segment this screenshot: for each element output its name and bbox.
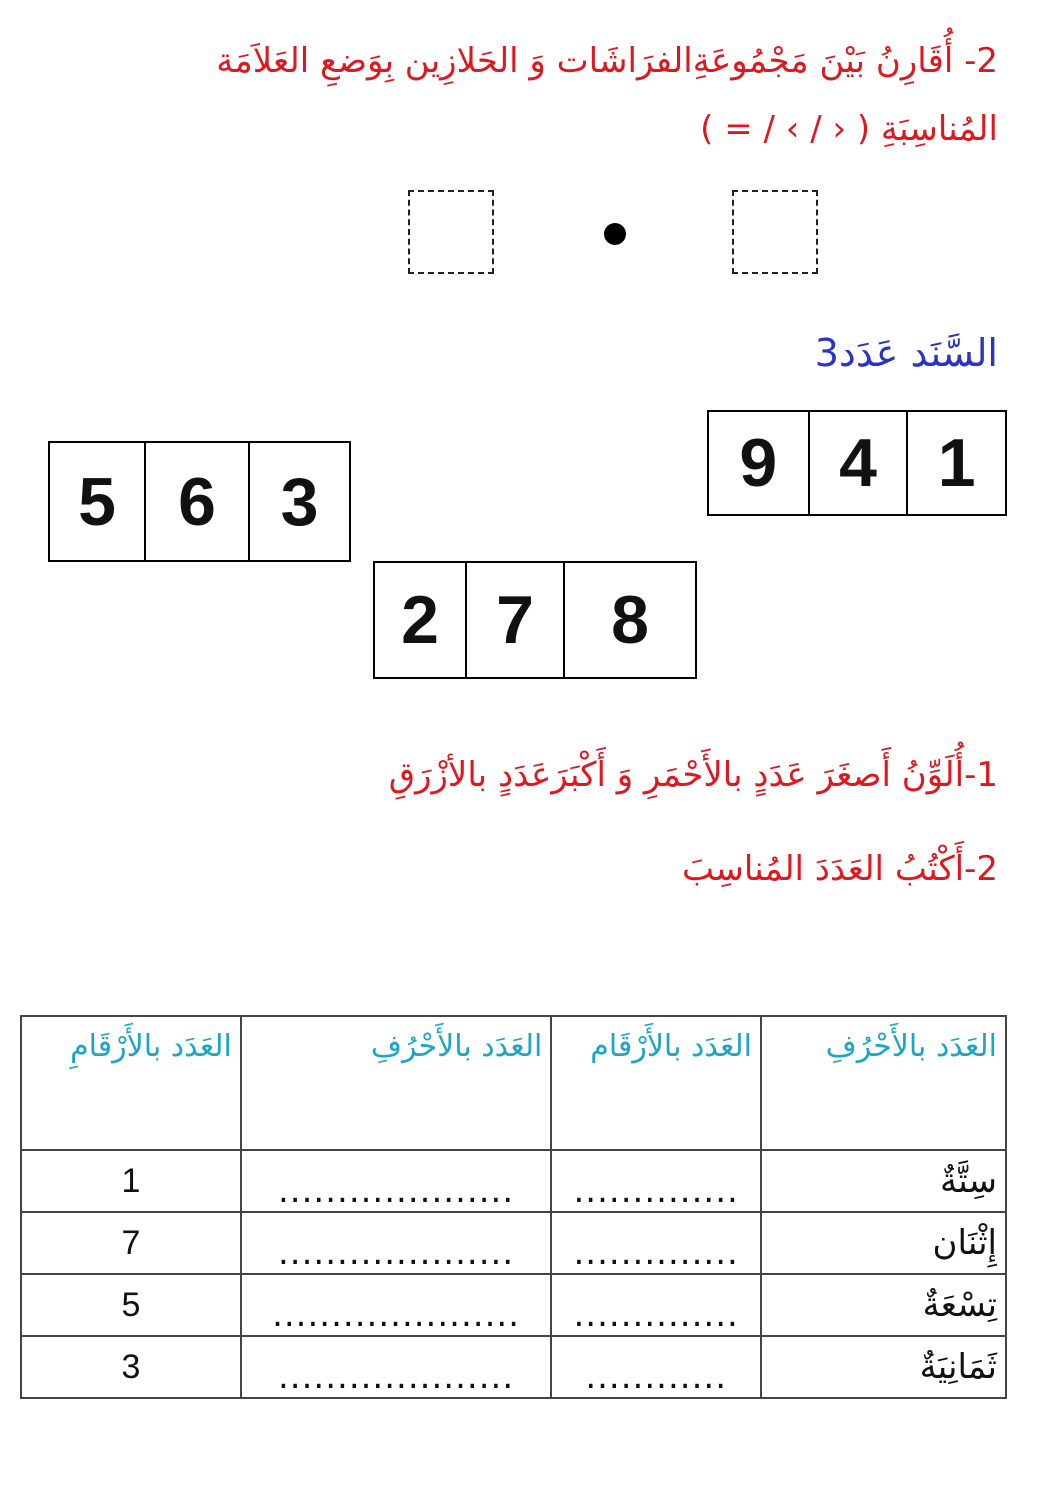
answer-dots[interactable]: ............ xyxy=(551,1336,761,1398)
number-digit: 5 xyxy=(21,1274,241,1336)
table-header-row xyxy=(21,1016,1006,1150)
header-number-1: العَدَد بالأَرْقَام xyxy=(551,1016,761,1150)
table-row xyxy=(21,1274,1006,1336)
prompt-heading: السَّنَد عَدَد3 xyxy=(814,331,998,375)
compare-question-line1: 2- أُقَارِنُ بَيْنَ مَجْمُوعَةِالفرَاشَات وَ الحَلازِين بِوَضعِ العَلاَمَة xyxy=(216,41,998,81)
answer-dots[interactable]: .................... xyxy=(241,1212,552,1274)
digit-cell: 6 xyxy=(144,443,248,560)
answer-box-right[interactable] xyxy=(732,190,818,274)
digit-cell: 4 xyxy=(808,412,907,514)
answer-dots[interactable]: .............. xyxy=(551,1274,761,1336)
compare-question-line2: المُناسِبَةِ ( ‹ / › / = ) xyxy=(700,109,998,149)
number-box-278[interactable] xyxy=(373,561,697,679)
table-row xyxy=(21,1212,1006,1274)
number-word: إِثْنَان xyxy=(761,1212,1006,1274)
number-digit: 7 xyxy=(21,1212,241,1274)
number-box-941[interactable] xyxy=(707,410,1007,516)
digit-cell: 8 xyxy=(563,563,695,677)
number-word: سِتَّةٌ xyxy=(761,1150,1006,1212)
number-digit: 1 xyxy=(21,1150,241,1212)
digit-cell: 9 xyxy=(739,425,778,501)
table-row xyxy=(21,1336,1006,1398)
answer-dots[interactable]: .............. xyxy=(551,1150,761,1212)
header-word-2: العَدَد بالأَحْرُفِ xyxy=(241,1016,552,1150)
number-word: تِسْعَةٌ xyxy=(761,1274,1006,1336)
task-color-instruction: 1-أُلَوِّنُ أَصغَرَ عَدَدٍ بالأَحْمَرِ وَ أَكْبَرَعَدَدٍ بالأزْرَقِ xyxy=(388,755,998,795)
numbers-table xyxy=(20,1015,1007,1399)
answer-dots[interactable]: .................... xyxy=(241,1150,552,1212)
number-digit: 3 xyxy=(21,1336,241,1398)
answer-dots[interactable]: .................... xyxy=(241,1336,552,1398)
number-word: ثَمَانِيَةٌ xyxy=(761,1336,1006,1398)
number-box-563[interactable] xyxy=(48,441,351,562)
digit-cell: 2 xyxy=(401,582,439,658)
digit-cell: 1 xyxy=(906,412,1005,514)
task-write-instruction: 2-أَكْتُبُ العَدَدَ المُناسِبَ xyxy=(682,849,998,889)
answer-dots[interactable]: ..................... xyxy=(241,1274,552,1336)
answer-box-left[interactable] xyxy=(408,190,494,274)
header-number-2: العَدَد بالأَرْقَامِ xyxy=(21,1016,241,1150)
digit-cell: 5 xyxy=(78,463,116,540)
digit-cell: 7 xyxy=(465,563,563,677)
answer-dots[interactable]: .............. xyxy=(551,1212,761,1274)
table-row xyxy=(21,1150,1006,1212)
header-word-1: العَدَد بالأَحْرُفِ xyxy=(761,1016,1006,1150)
comparison-dot xyxy=(604,223,626,245)
digit-cell: 3 xyxy=(248,443,349,560)
